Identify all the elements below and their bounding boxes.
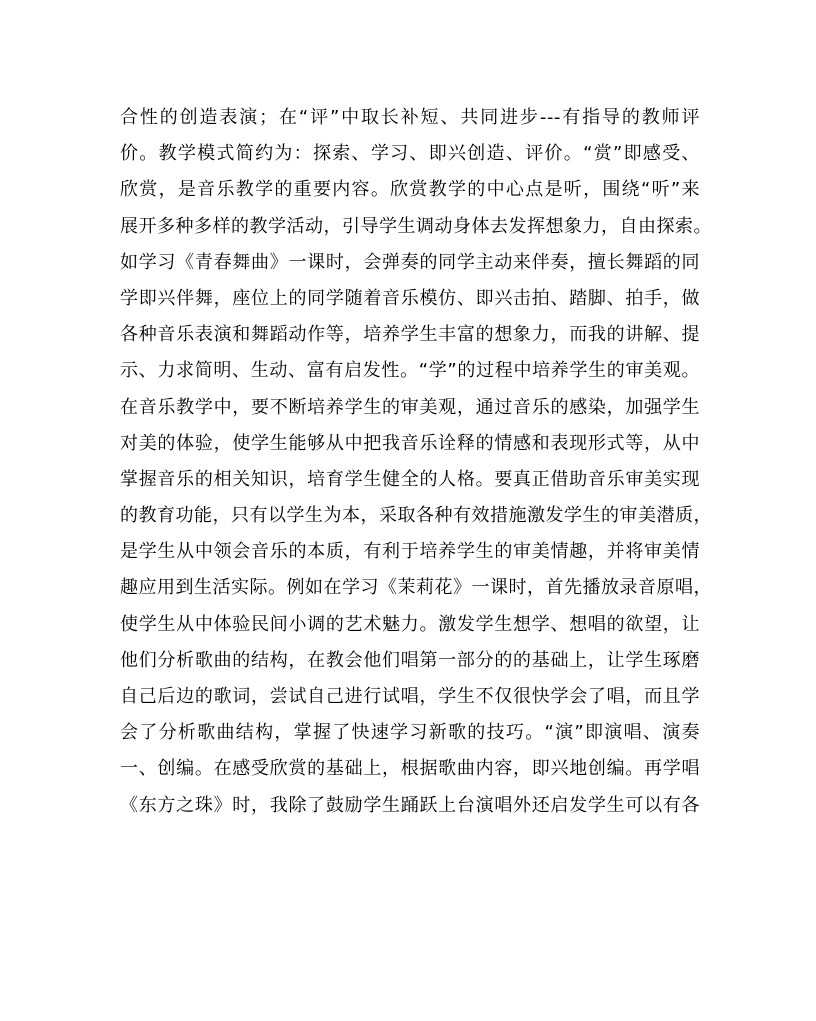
text-line: 一、创编。在感受欣赏的基础上，根据歌曲内容，即兴地创编。再学唱 [120,758,700,780]
text-line: 展开多种多样的教学活动，引导学生调动身体去发挥想象力，自由探索。 [120,215,712,237]
text-line: 价。教学模式简约为：探索、学习、即兴创造、评价。“赏”即感受、 [120,143,700,165]
body-text [120,100,712,824]
text-line: 他们分析歌曲的结构，在教会他们唱第一部分的的基础上，让学生琢磨 [120,649,700,671]
text-line: 的教育功能，只有以学生为本，采取各种有效措施激发学生的审美潜质， [120,505,712,527]
text-line: 是学生从中领会音乐的本质，有利于培养学生的审美情趣，并将审美情 [120,541,700,563]
text-line: 对美的体验，使学生能够从中把我音乐诠释的情感和表现形式等，从中 [120,432,700,454]
text-line: 如学习《青春舞曲》一课时，会弹奏的同学主动来伴奏，擅长舞蹈的同 [120,251,700,273]
text-line: 自己后边的歌词，尝试自己进行试唱，学生不仅很快学会了唱，而且学 [120,686,700,707]
text-line: 欣赏，是音乐教学的重要内容。欣赏教学的中心点是听，围绕“听”来 [120,179,700,201]
text-line: 趣应用到生活实际。例如在学习《茉莉花》一课时，首先播放录音原唱， [120,577,712,599]
text-line: 使学生从中体验民间小调的艺术魅力。激发学生想学、想唱的欲望，让 [120,613,700,635]
text-line: 各种音乐表演和舞蹈动作等，培养学生丰富的想象力，而我的讲解、提 [120,324,700,346]
text-line: 学即兴伴舞，座位上的同学随着音乐模仿、即兴击拍、踏脚、拍手，做 [120,287,700,309]
text-line: 《东方之珠》时，我除了鼓励学生踊跃上台演唱外还启发学生可以有各 [120,794,700,816]
text-line: 合性的创造表演；在“评”中取长补短、共同进步---有指导的教师评 [120,107,700,128]
text-line: 掌握音乐的相关知识，培育学生健全的人格。要真正借助音乐审美实现 [120,468,700,490]
text-line: 示、力求简明、生动、富有启发性。“学”的过程中培养学生的审美观。 [120,360,700,382]
text-line: 会了分析歌曲结构，掌握了快速学习新歌的技巧。“演”即演唱、演奏 [120,722,700,744]
text-line: 在音乐教学中，要不断培养学生的审美观，通过音乐的感染，加强学生 [120,396,700,418]
